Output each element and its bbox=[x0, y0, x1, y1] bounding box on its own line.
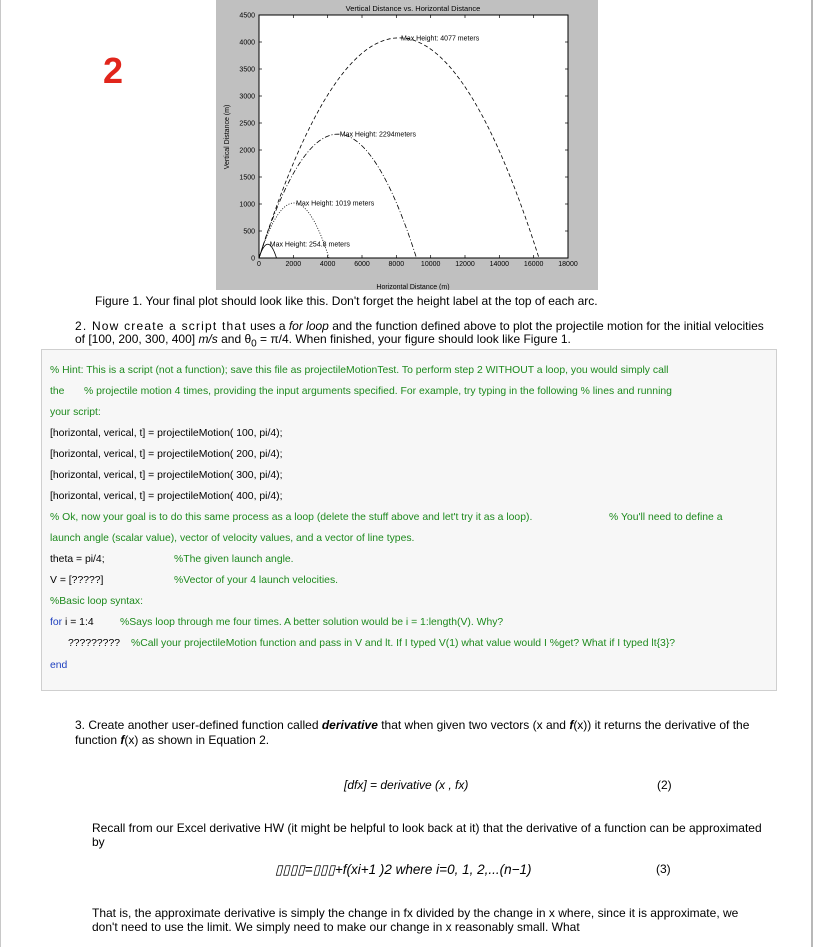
step-2-lead: 2. Now create a script that bbox=[75, 319, 247, 333]
that-is-paragraph: That is, the approximate derivative is simply the change in fx divided by the change in x where, since it is approximate, we don't need to use the limit. We simply need to make our change in x reasonably small. What bbox=[92, 906, 739, 934]
y-tick-label: 4500 bbox=[239, 12, 255, 20]
code-line: V = [?????] bbox=[50, 575, 104, 586]
code-comment: % Hint: This is a script (not a function); save this file as projectileMotionTest. To perform step 2 WITHOUT a loop, you would simply call bbox=[50, 365, 669, 376]
code-comment: launch angle (scalar value), vector of velocity values, and a vector of line types. bbox=[50, 533, 415, 544]
for-loop-term: for loop bbox=[288, 319, 329, 333]
units: m/s bbox=[198, 332, 218, 346]
code-line: [horizontal, verical, t] = projectileMotion( 300, pi/4); bbox=[50, 470, 283, 481]
code-comment: %Call your projectileMotion function and pass in V and lt. If I typed V(1) what value would I %get? What if I typed lt{3}? bbox=[131, 638, 676, 649]
max-height-label: Max Height: 2294meters bbox=[339, 131, 417, 139]
code-comment: %Basic loop syntax: bbox=[50, 596, 143, 607]
figure-caption: Figure 1. Your final plot should look like this. Don't forget the height label at the top of each arc. bbox=[95, 294, 598, 308]
code-line: [horizontal, verical, t] = projectileMotion( 200, pi/4); bbox=[50, 449, 283, 460]
y-tick-label: 0 bbox=[251, 255, 255, 263]
step-2-instructions bbox=[75, 320, 765, 350]
code-hint-box bbox=[41, 349, 777, 691]
code-comment: %Vector of your 4 launch velocities. bbox=[174, 575, 339, 586]
x-tick-label: 16000 bbox=[523, 261, 544, 268]
code-comment: your script: bbox=[50, 407, 101, 418]
code-line: theta = pi/4; bbox=[50, 554, 105, 565]
y-axis-label: Vertical Distance (m) bbox=[224, 104, 231, 170]
equation-3-expr: ▯▯▯▯=▯▯▯+f(xi+1 )2 where i=0, 1, 2,...(n−1) bbox=[275, 862, 532, 877]
recall-paragraph: Recall from our Excel derivative HW (it might be helpful to look back at it) that the derivative of a function can be approximated by bbox=[92, 821, 762, 849]
y-tick-label: 3000 bbox=[239, 93, 255, 101]
x-tick-label: 10000 bbox=[420, 261, 441, 268]
y-tick-label: 2000 bbox=[239, 147, 255, 155]
max-height-label: Max Height: 4077 meters bbox=[400, 35, 480, 43]
step-2-text: and the function defined above to plot the projectile motion for the initial velocities of [100, 200, 300, 400] bbox=[75, 319, 764, 346]
code-comment: %The given launch angle. bbox=[174, 554, 294, 565]
step-3-text: (x) as shown in Equation 2. bbox=[124, 733, 270, 747]
function-name: derivative bbox=[321, 718, 378, 732]
f-symbol: f bbox=[120, 733, 125, 747]
y-tick-label: 2500 bbox=[239, 120, 255, 128]
code-line: [horizontal, verical, t] = projectileMotion( 400, pi/4); bbox=[50, 491, 283, 502]
equation-2-label: (2) bbox=[657, 778, 672, 792]
step-2-text: uses a bbox=[246, 319, 289, 333]
equation-3 bbox=[275, 862, 532, 878]
x-tick-label: 2000 bbox=[285, 261, 302, 268]
y-tick-label: 4000 bbox=[239, 39, 255, 47]
y-tick-label: 1000 bbox=[239, 201, 255, 209]
y-tick-label: 3500 bbox=[239, 66, 255, 74]
end-keyword: end bbox=[50, 660, 68, 671]
y-tick-label: 500 bbox=[243, 228, 255, 236]
figure-1 bbox=[216, 0, 598, 290]
code-comment: the bbox=[50, 386, 65, 397]
for-keyword: for bbox=[50, 617, 63, 628]
trajectory-chart bbox=[216, 0, 598, 290]
code-comment: % You'll need to define a bbox=[609, 512, 723, 523]
for-range: i = 1:4 bbox=[62, 617, 94, 628]
step-3-text: 3. Create another user-defined function called bbox=[75, 718, 322, 732]
code-comment: % Ok, now your goal is to do this same process as a loop (delete the stuff above and let't try it as a loop). bbox=[50, 512, 533, 523]
code-line: ????????? bbox=[68, 638, 121, 649]
y-tick-label: 1500 bbox=[239, 174, 255, 182]
f-symbol: f bbox=[569, 718, 574, 732]
step-2-text: = π/4. When finished, your figure should look like Figure 1. bbox=[256, 332, 571, 346]
equation-2 bbox=[344, 778, 468, 792]
equation-3-label: (3) bbox=[656, 862, 671, 876]
code-line: [horizontal, verical, t] = projectileMotion( 100, pi/4); bbox=[50, 428, 283, 439]
theta-subscript: 0 bbox=[251, 338, 257, 350]
code-comment: % projectile motion 4 times, providing the input arguments specified. For example, try typing in the following % lines and running bbox=[84, 386, 672, 397]
step-2-text: and θ bbox=[217, 332, 252, 346]
page-left-edge bbox=[0, 0, 1, 947]
max-height-label: Max Height: 254.8 meters bbox=[269, 241, 350, 249]
step-3-instructions bbox=[75, 718, 765, 748]
chart-title: Vertical Distance vs. Horizontal Distance bbox=[345, 4, 481, 13]
step-3-text: (x)) it returns the derivative of the function bbox=[75, 718, 750, 747]
x-tick-label: 8000 bbox=[388, 261, 405, 268]
code-line bbox=[50, 617, 94, 628]
x-tick-label: 12000 bbox=[455, 261, 475, 268]
x-tick-label: 4000 bbox=[319, 261, 336, 268]
x-tick-label: 14000 bbox=[489, 261, 510, 268]
equation-2-expr: [dfx] = derivative (x , fx) bbox=[344, 778, 469, 792]
x-tick-label: 6000 bbox=[354, 261, 370, 268]
page-number: 2 bbox=[103, 50, 124, 91]
step-3-text: that when given two vectors (x and bbox=[377, 718, 570, 732]
x-tick-label: 18000 bbox=[558, 261, 578, 268]
x-axis-label: Horizontal Distance (m) bbox=[376, 284, 450, 290]
code-comment: %Says loop through me four times. A better solution would be i = 1:length(V). Why? bbox=[120, 617, 504, 628]
max-height-label: Max Height: 1019 meters bbox=[296, 200, 375, 208]
x-tick-label: 0 bbox=[257, 261, 261, 268]
